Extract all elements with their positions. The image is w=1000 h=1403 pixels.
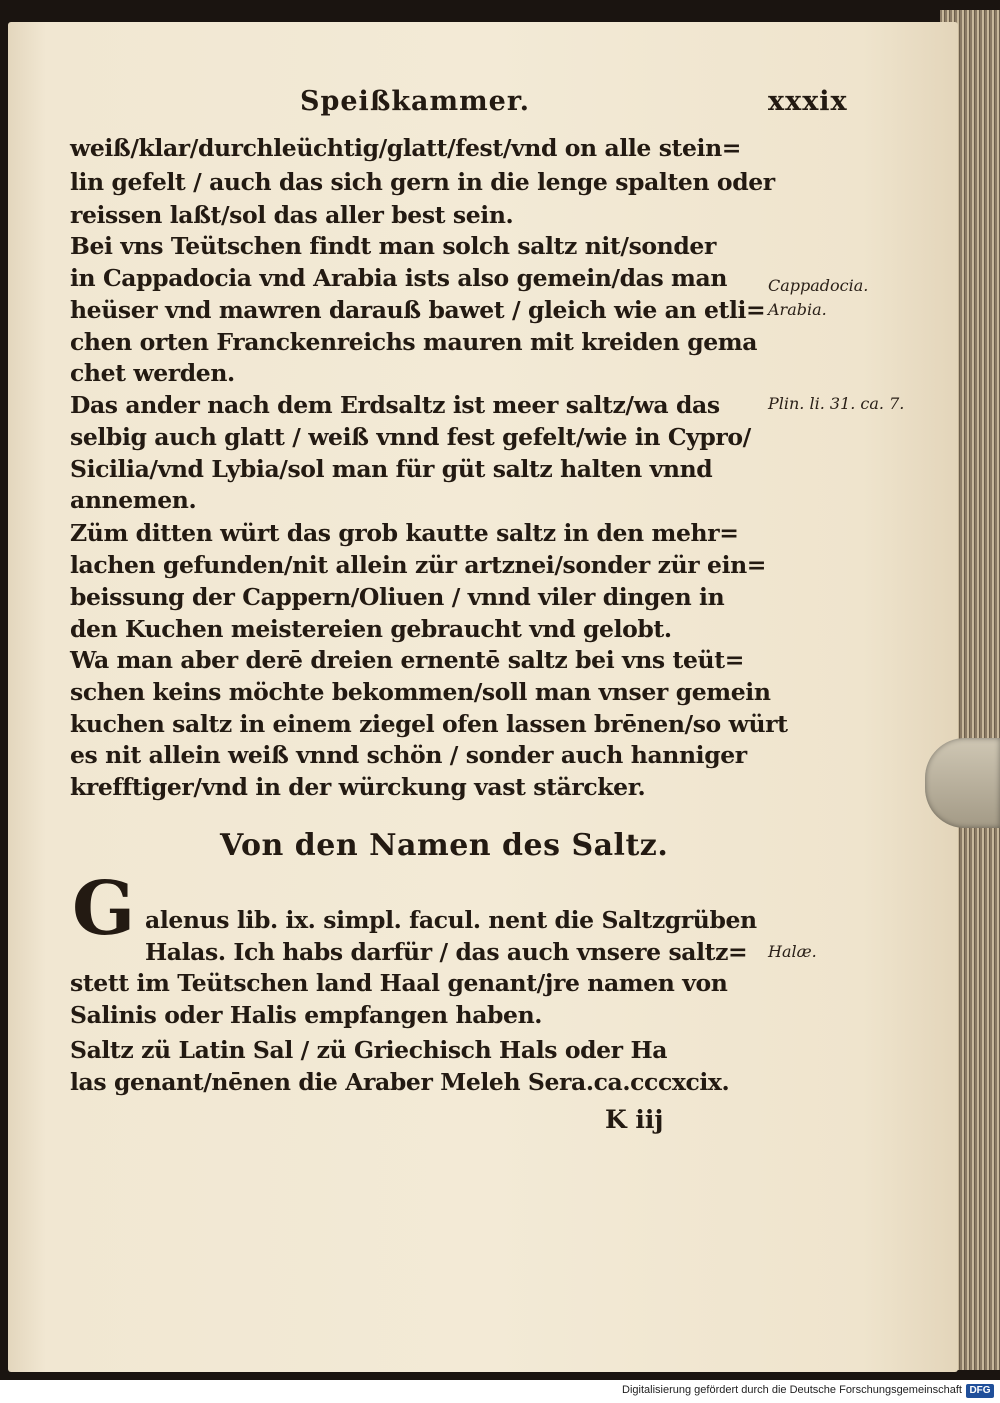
- body-line: chen orten Franckenreichs mauren mit kreiden gema: [70, 328, 758, 356]
- margin-note-arabia: Arabia.: [768, 300, 827, 319]
- body-line: Züm ditten würt das grob kautte saltz in den mehr=: [70, 519, 739, 547]
- body-line: selbig auch glatt / weiß vnnd fest gefelt/wie in Cypro/: [70, 423, 751, 451]
- body-line: stett im Teütschen land Haal genant/jre namen von: [70, 969, 728, 997]
- body-line: lachen gefunden/nit allein zür artznei/sonder zür ein=: [70, 551, 767, 579]
- margin-note-halae: Halæ.: [768, 942, 817, 961]
- body-line: Saltz zü Latin Sal / zü Griechisch Hals oder Ha: [70, 1036, 668, 1064]
- book-clasp: [925, 738, 1000, 828]
- body-line: in Cappadocia vnd Arabia ists also gemein/das man: [70, 264, 728, 292]
- margin-note-plinius: Plin. li. 31. ca. 7.: [768, 394, 905, 413]
- margin-note-cappadocia: Cappadocia.: [768, 276, 869, 295]
- body-line: Halas. Ich habs darfür / das auch vnsere saltz=: [145, 938, 748, 966]
- body-line: Bei vns Teütschen findt man solch saltz nit/sonder: [70, 232, 716, 260]
- body-line: den Kuchen meistereien gebraucht vnd gelobt.: [70, 615, 672, 643]
- initial-letter: G: [72, 866, 136, 952]
- folio-number: xxxix: [768, 86, 848, 117]
- body-line: heüser vnd mawren darauß bawet / gleich wie an etli=: [70, 296, 766, 324]
- body-line: lin gefelt / auch das sich gern in die lenge spalten oder: [70, 168, 775, 196]
- dfg-logo: DFG: [966, 1384, 994, 1398]
- section-heading: Von den Namen des Saltz.: [220, 828, 669, 863]
- body-line: Wa man aber derē dreien ernentē saltz bei vns teüt=: [70, 646, 744, 674]
- body-line: beissung der Cappern/Oliuen / vnnd viler dingen in: [70, 583, 725, 611]
- body-line: Das ander nach dem Erdsaltz ist meer saltz/wa das: [70, 391, 720, 419]
- body-line: reissen laßt/sol das aller best sein.: [70, 201, 514, 229]
- body-line: krefftiger/vnd in der würckung vast stärcker.: [70, 773, 646, 801]
- body-line: alenus lib. ix. simpl. facul. nent die Saltzgrüben: [145, 906, 757, 934]
- body-line: Sicilia/vnd Lybia/sol man für güt saltz halten vnnd: [70, 455, 713, 483]
- footer-bar: [0, 1380, 1000, 1403]
- body-line: chet werden.: [70, 359, 235, 387]
- body-line: las genant/nēnen die Araber Meleh Sera.ca.cccxcix.: [70, 1068, 730, 1096]
- body-line: weiß/klar/durchleüchtig/glatt/fest/vnd on alle stein=: [70, 134, 742, 162]
- body-line: es nit allein weiß vnnd schön / sonder auch hanniger: [70, 741, 747, 769]
- body-line: kuchen saltz in einem ziegel ofen lassen brēnen/so würt: [70, 710, 788, 738]
- body-line: Salinis oder Halis empfangen haben.: [70, 1001, 543, 1029]
- running-head: Speißkammer.: [300, 86, 530, 117]
- body-line: schen keins möchte bekommen/soll man vnser gemein: [70, 678, 771, 706]
- signature-mark: K iij: [605, 1105, 664, 1134]
- funding-notice: Digitalisierung gefördert durch die Deutsche Forschungsgemeinschaft: [622, 1384, 962, 1396]
- body-line: annemen.: [70, 486, 197, 514]
